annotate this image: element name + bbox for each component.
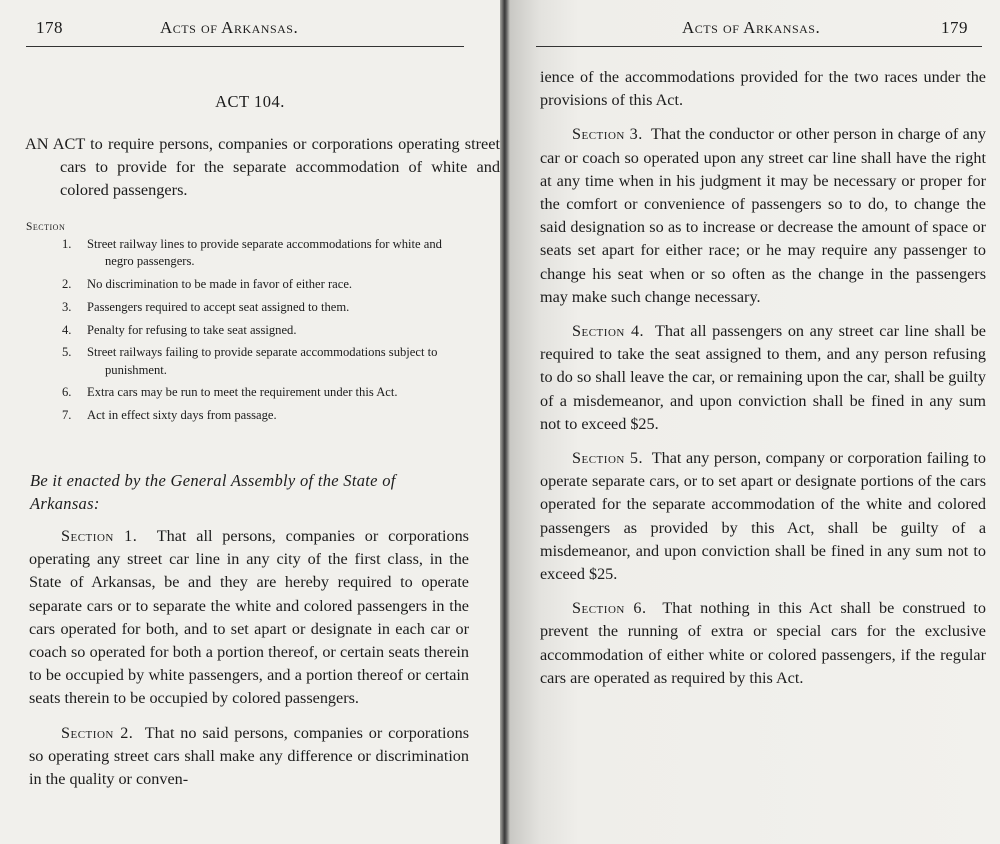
toc-item-1 xyxy=(62,236,470,270)
section-2-paragraph xyxy=(29,722,469,792)
left-running-title: Acts of Arkansas. xyxy=(160,18,299,37)
right-page-number: 179 xyxy=(941,18,968,37)
section-5-paragraph xyxy=(540,447,986,586)
toc-item-7 xyxy=(62,407,470,424)
section-3-label: Section 3. xyxy=(572,125,643,144)
section-1-text: That all persons, companies or corporations operating any street car line in any city of the first class, in the State of Arkansas, be and they are hereby required to operate separate cars or to separate the white and colored passengers in the cars operated for both, and to set apart or designate in each car or coach so operated for both a portion thereof, or certain seats therein to be occupied by white passengers, and a portion thereof or certain seats therein to be occupied by colored passengers. xyxy=(29,527,469,708)
toc-item-5 xyxy=(62,344,470,378)
left-body-text xyxy=(29,525,469,802)
section-4-text: That all passengers on any street car line shall be required to take the seat assigned to them, and any person refusing to do so shall leave the car, or remaining upon the car, shall be guilty of a misdemeanor, and upon conviction shall be fined in any sum not to exceed $25. xyxy=(540,322,986,433)
right-body-text xyxy=(540,66,986,701)
right-running-title: Acts of Arkansas. xyxy=(682,18,821,37)
section-1-label: Section 1. xyxy=(61,527,138,545)
section-6-paragraph xyxy=(540,597,986,690)
left-page-number: 178 xyxy=(36,18,63,37)
toc-item-text: No discrimination to be made in favor of either race. xyxy=(87,277,353,291)
section-2-continuation: ience of the accommodations provided for the two races under the provisions of this Act. xyxy=(540,68,986,110)
toc-section-label: Section xyxy=(26,221,66,233)
act-description: AN ACT to require persons, companies or corporations operating street cars to provide for the separate accommodation of white and colored passengers. xyxy=(25,134,500,199)
left-header-rule xyxy=(26,46,464,47)
right-page xyxy=(510,0,1000,844)
toc-item-4 xyxy=(62,322,470,339)
toc-item-6 xyxy=(62,384,470,401)
section-2-text: That no said persons, companies or corporations so operating street cars shall make any difference or discrimination in the quality or conven- xyxy=(29,723,469,789)
toc-item-text: Passengers required to accept seat assigned to them. xyxy=(87,299,350,314)
section-3-text: That the conductor or other person in charge of any car or coach so operated upon any street car line shall have the right at any time when in his judgment it may be necessary or proper for the comfort or convenience of passengers so to do, to change the said designation so as to increase or decrease the amount of space or seats set apart for either race; or he may require any passenger to change his seat when or so often as the change in the passengers may make such change necessary. xyxy=(540,125,986,306)
section-2-label: Section 2. xyxy=(61,723,134,742)
right-header-rule xyxy=(536,46,982,47)
section-4-paragraph xyxy=(540,320,986,436)
toc-item-number: 3. xyxy=(62,299,72,314)
book-gutter xyxy=(500,0,510,844)
toc-item-number: 7. xyxy=(62,408,72,423)
enacting-clause: Be it enacted by the General Assembly of the State of Arkansas: xyxy=(30,471,396,513)
toc-item-text: Street railway lines to provide separate accommodations for white and negro passengers. xyxy=(87,237,442,269)
section-5-text: That any person, company or corporation failing to operate separate cars, or to set apart or designate portions of the cars operated for the separate accommodation of the white and colored passengers as provided by this Act, shall be guilty of a misdemeanor, and upon conviction shall be fined in any sum not to exceed $25. xyxy=(540,449,986,584)
toc-item-text: Street railways failing to provide separate accommodations subject to punishment. xyxy=(87,345,438,377)
act-title: ACT 104. xyxy=(215,92,285,111)
toc-item-number: 6. xyxy=(62,385,72,400)
section-5-label: Section 5. xyxy=(572,449,643,468)
toc-item-number: 4. xyxy=(62,322,72,337)
toc-item-number: 2. xyxy=(62,277,72,291)
section-6-label: Section 6. xyxy=(572,599,647,618)
section-6-text: That nothing in this Act shall be construed to prevent the running of extra or special cars for the exclusive accommodation of either white or colored passengers, if the regular cars are operated as required by this Act. xyxy=(540,599,986,687)
toc-item-text: Act in effect sixty days from passage. xyxy=(87,408,277,423)
toc-item-text: Penalty for refusing to take seat assigned. xyxy=(87,322,297,337)
toc-item-text: Extra cars may be run to meet the requirement under this Act. xyxy=(87,385,398,400)
section-summary-list xyxy=(62,236,470,430)
toc-item-3 xyxy=(62,299,470,316)
section-1-paragraph xyxy=(29,525,469,711)
section-3-paragraph xyxy=(540,123,986,309)
toc-item-number: 5. xyxy=(62,345,72,360)
toc-item-2 xyxy=(62,276,470,293)
toc-item-number: 1. xyxy=(62,237,72,251)
section-4-label: Section 4. xyxy=(572,322,645,341)
